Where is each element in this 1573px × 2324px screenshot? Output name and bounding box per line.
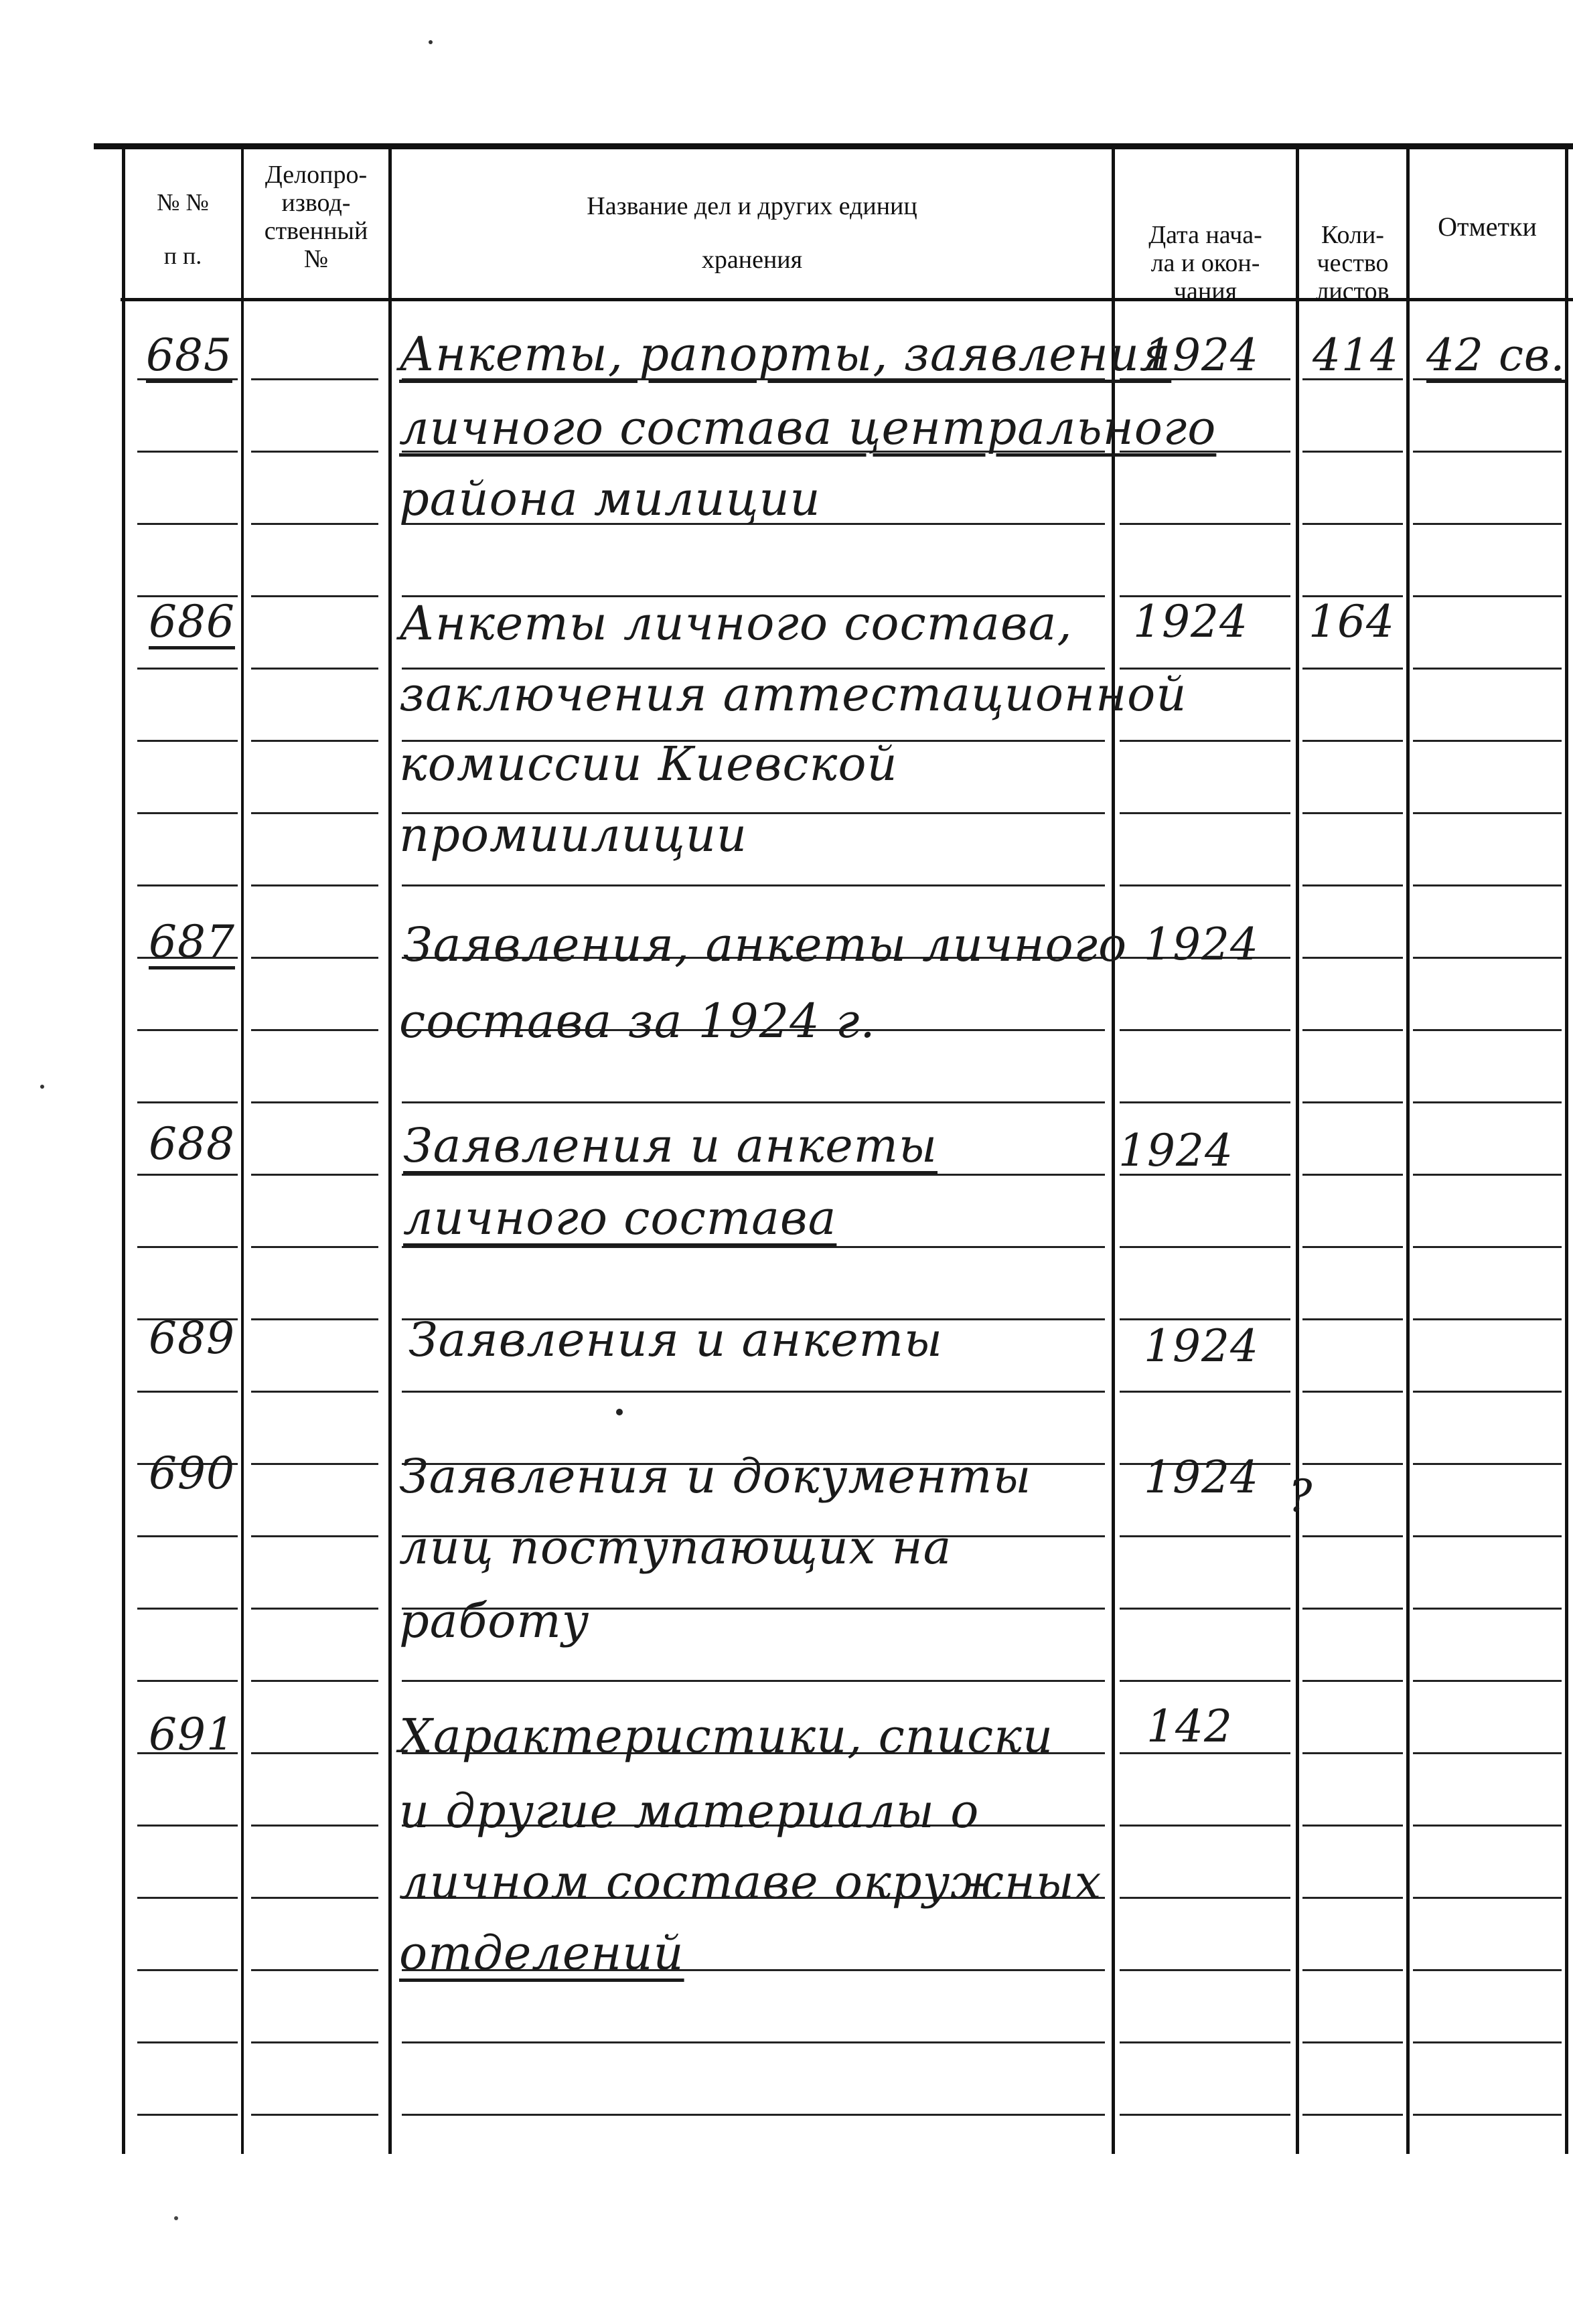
ruled-line [1120,812,1290,814]
ruled-line [1302,1969,1403,1971]
row-dates: 1924 [1118,1125,1233,1176]
row-number: 690 [149,1448,235,1499]
ruled-line [137,812,238,814]
row-title-line: комиссии Киевской [399,737,898,791]
row-title-line: личном составе окружных [399,1855,1102,1910]
ruled-line [1413,2041,1562,2043]
ruled-line [251,1969,378,1971]
ruled-line [402,1246,1105,1248]
row-title-line: Анкеты, рапорты, заявления [399,327,1172,382]
row-number: 686 [149,596,235,647]
ruled-line [251,1680,378,1682]
row-title-line: заключения аттестационной [399,667,1187,722]
column-divider [1406,149,1410,2154]
ruled-line [1413,1535,1562,1537]
scan-speck [174,2216,178,2220]
row-title-line: и другие материалы о [399,1784,980,1839]
ruled-line [137,451,238,453]
ruled-line [251,1535,378,1537]
ruled-line [402,1680,1105,1682]
ruled-line [137,1029,238,1031]
ruled-line [251,1391,378,1393]
ruled-line [1413,812,1562,814]
ruled-line [1413,1752,1562,1754]
column-divider [1565,149,1568,2154]
row-sheet-count: 164 [1308,596,1395,647]
ruled-line [137,1174,238,1176]
ruled-line [1413,1463,1562,1465]
ruled-line [137,1825,238,1827]
ruled-line [1413,1825,1562,1827]
row-number: 685 [146,329,232,381]
ruled-line [1302,884,1403,886]
row-title-line: отделений [399,1926,684,1981]
row-title-line: Характеристики, списки [399,1709,1054,1764]
ruled-line [251,1897,378,1899]
ruled-line [251,812,378,814]
row-title-line: Заявления и анкеты [408,1312,944,1367]
column-divider [388,149,392,2154]
ruled-line [251,884,378,886]
ruled-line [137,668,238,670]
ruled-line [1302,1825,1403,1827]
ruled-line [137,523,238,525]
ruled-line [1302,2041,1403,2043]
ruled-line [137,2114,238,2116]
scan-speck [40,1085,44,1089]
ruled-line [1413,451,1562,453]
ruled-line [1302,1463,1403,1465]
ruled-line [137,884,238,886]
row-dates: 142 [1146,1701,1233,1752]
ruled-line [1302,1101,1403,1103]
ruled-line [1413,1897,1562,1899]
ruled-line [1120,1246,1290,1248]
row-title-line: Анкеты личного состава, [399,596,1073,651]
ruled-line [1302,740,1403,742]
ruled-line [402,2041,1105,2043]
ruled-line [1120,884,1290,886]
ruled-line [1120,1897,1290,1899]
ruled-line [1302,1680,1403,1682]
ruled-line [1120,2114,1290,2116]
ruled-line [1413,1969,1562,1971]
ruled-line [1302,523,1403,525]
row-number: 688 [149,1118,235,1170]
ruled-line [137,740,238,742]
ruled-line [1413,957,1562,959]
row-dates: 1924 [1144,1452,1259,1503]
row-title-line: работу [399,1594,590,1648]
ruled-line [251,2041,378,2043]
ruled-line [251,1174,378,1176]
ruled-line [1413,1101,1562,1103]
ruled-line [1120,1680,1290,1682]
ruled-line [251,378,378,380]
ruled-line [1120,1391,1290,1393]
ruled-line [1120,740,1290,742]
ruled-line [1302,1897,1403,1899]
header-title: Название дел и других единиц хранения [587,192,917,274]
ink-dot [616,1409,623,1415]
ruled-line [1302,1391,1403,1393]
ruled-line [1302,451,1403,453]
column-divider [241,149,244,2154]
ruled-line [137,2041,238,2043]
ruled-line [251,1752,378,1754]
column-divider [122,149,125,2154]
row-title-line: Заявления и документы [399,1449,1032,1504]
table-top-border [94,143,1573,149]
ruled-line [1413,740,1562,742]
ruled-line [1120,1029,1290,1031]
ruled-line [402,1391,1105,1393]
ruled-line [251,1318,378,1320]
ruled-line [1413,1391,1562,1393]
ruled-line [251,1029,378,1031]
header-notes: Отметки [1438,212,1537,242]
ruled-line [1413,884,1562,886]
ruled-line [251,1825,378,1827]
ruled-line [1302,1535,1403,1537]
row-title-line: Заявления и анкеты [403,1118,938,1173]
ruled-line [1120,1101,1290,1103]
ruled-line [1302,1608,1403,1610]
ruled-line [1302,812,1403,814]
ruled-line [402,884,1105,886]
ruled-line [402,1101,1105,1103]
ruled-line [1120,523,1290,525]
ruled-line [1413,668,1562,670]
ruled-line [1302,1318,1403,1320]
header-number: № № п п. [157,189,209,269]
ruled-line [251,595,378,597]
header-office-number: Делопро- извод- ственный № [264,161,368,273]
ruled-line [1302,1029,1403,1031]
ruled-line [251,740,378,742]
ruled-line [1302,2114,1403,2116]
row-title-line: личного состава [403,1190,837,1245]
row-title-line: личного состава центрального [399,400,1217,455]
ruled-line [1413,1318,1562,1320]
ruled-line [137,1246,238,1248]
ruled-line [1413,523,1562,525]
ruled-line [137,1897,238,1899]
ruled-line [137,1608,238,1610]
ruled-line [1120,1608,1290,1610]
ruled-line [1120,1825,1290,1827]
row-title-line: состава за 1924 г. [399,994,876,1049]
header-sheet-count: Коли- чество листов [1316,221,1390,305]
ruled-line [1413,595,1562,597]
row-title-line: лиц поступающих на [399,1520,952,1575]
row-dates: 1924 [1144,1320,1259,1372]
header-dates: Дата начa- ла и окон- чания [1148,221,1262,305]
ruled-line [1120,1535,1290,1537]
ruled-line [251,1101,378,1103]
ruled-line [1413,1608,1562,1610]
ruled-line [137,1101,238,1103]
ruled-line [251,2114,378,2116]
ruled-line [137,1680,238,1682]
column-divider [1296,149,1299,2154]
row-title-line: промиилиции [399,807,747,862]
ruled-line [1302,1174,1403,1176]
row-number: 687 [149,916,235,967]
ruled-line [251,1246,378,1248]
ruled-line [1413,2114,1562,2116]
row-dates: 1924 [1144,919,1259,970]
ruled-line [1413,1246,1562,1248]
ruled-line [251,957,378,959]
ruled-line [137,1535,238,1537]
row-number: 691 [149,1709,235,1760]
ruled-line [251,1463,378,1465]
ruled-line [137,1969,238,1971]
ruled-line [251,451,378,453]
ruled-line [137,1391,238,1393]
row-dates: 1924 [1133,596,1248,647]
row-notes: 42 св. [1426,329,1566,381]
row-sheet-count: ? [1288,1470,1313,1522]
row-dates: 1924 [1144,329,1259,381]
ruled-line [1413,1680,1562,1682]
ruled-line [1413,1029,1562,1031]
row-title-line: района милиции [399,471,821,526]
ruled-line [1302,957,1403,959]
ruled-line [1120,2041,1290,2043]
ruled-line [1302,1246,1403,1248]
ruled-line [402,1174,1105,1176]
ruled-line [1302,668,1403,670]
row-title-line: Заявления, анкеты личного [403,917,1128,972]
row-sheet-count: 414 [1313,329,1399,381]
row-number: 689 [149,1312,235,1364]
ruled-line [1120,1969,1290,1971]
ruled-line [251,1608,378,1610]
ruled-line [251,668,378,670]
ruled-line [402,2114,1105,2116]
ruled-line [1413,1174,1562,1176]
scan-speck [429,40,433,44]
ruled-line [251,523,378,525]
ruled-line [1302,1752,1403,1754]
ruled-line [1120,1752,1290,1754]
